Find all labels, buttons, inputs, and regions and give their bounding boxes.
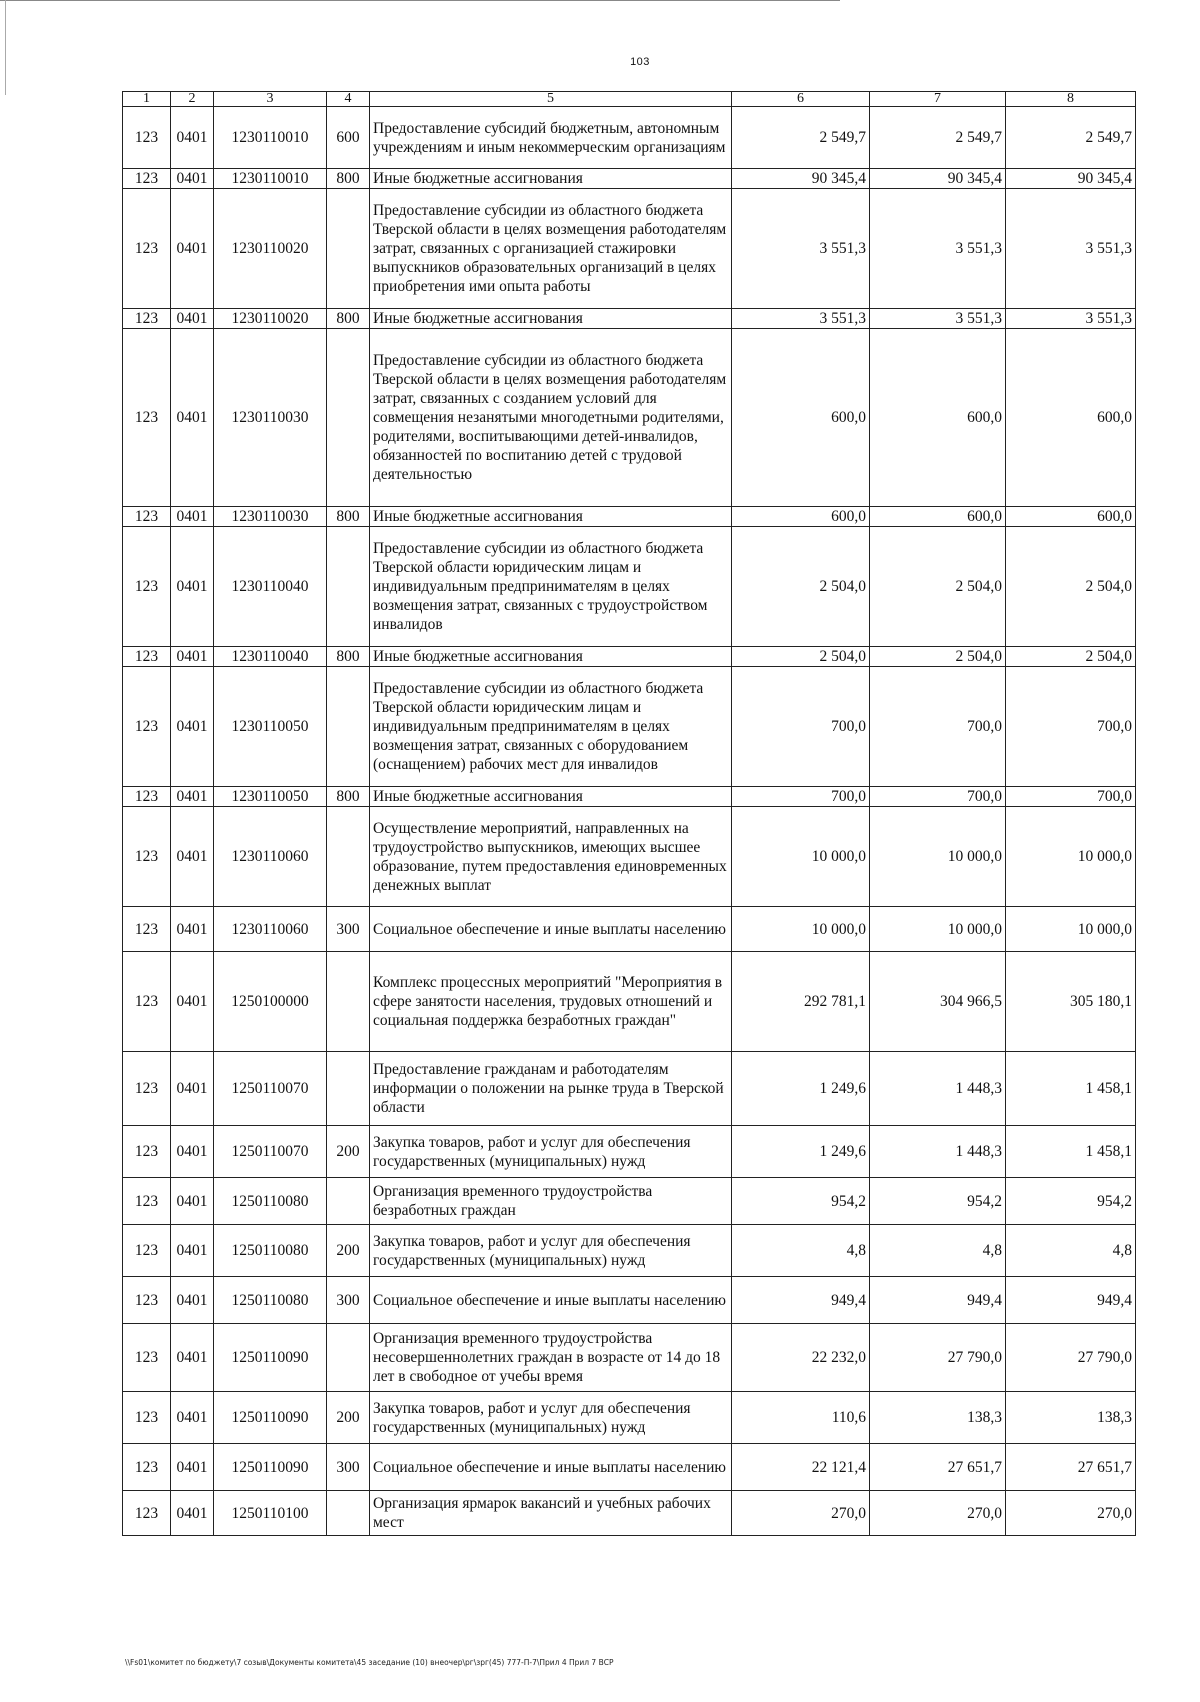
row-code-2: 0401: [171, 907, 214, 952]
row-code-3: 1230110060: [214, 907, 327, 952]
file-path-footer: \\Fs01\комитет по бюджету\7 созыв\Документы комитета\45 заседание (10) внеочер\рг\зрг(45) 777-П-7\Прил 4 Прил 7 ВСР: [125, 1658, 614, 1667]
table-row: [123, 107, 1136, 169]
col-header-2: 2: [171, 92, 214, 107]
row-value-6: 270,0: [732, 1491, 870, 1536]
row-code-2: 0401: [171, 1178, 214, 1225]
row-value-7: 1 448,3: [870, 1126, 1006, 1178]
row-value-7: 700,0: [870, 667, 1006, 787]
table-row: [123, 309, 1136, 329]
row-description: Комплекс процессных мероприятий "Мероприятия в сфере занятости населения, трудовых отношений и социальная поддержка безработных граждан": [370, 952, 732, 1052]
row-description: Иные бюджетные ассигнования: [370, 647, 732, 667]
row-code-3: 1230110030: [214, 507, 327, 527]
row-code-4: 600: [327, 107, 370, 169]
row-value-6: 949,4: [732, 1277, 870, 1324]
row-code-1: 123: [123, 667, 171, 787]
row-value-8: 10 000,0: [1006, 807, 1136, 907]
row-value-6: 110,6: [732, 1392, 870, 1444]
row-value-6: 292 781,1: [732, 952, 870, 1052]
row-code-2: 0401: [171, 807, 214, 907]
row-code-2: 0401: [171, 1277, 214, 1324]
row-code-2: 0401: [171, 527, 214, 647]
table-row: [123, 1444, 1136, 1491]
row-code-2: 0401: [171, 189, 214, 309]
row-code-1: 123: [123, 1324, 171, 1392]
row-value-7: 10 000,0: [870, 907, 1006, 952]
table-row: [123, 1052, 1136, 1126]
row-code-4: [327, 1491, 370, 1536]
row-code-3: 1250110070: [214, 1126, 327, 1178]
row-code-1: 123: [123, 107, 171, 169]
row-description: Социальное обеспечение и иные выплаты населению: [370, 1444, 732, 1491]
row-value-8: 700,0: [1006, 667, 1136, 787]
header-row: [123, 92, 1136, 107]
row-value-7: 3 551,3: [870, 189, 1006, 309]
row-code-1: 123: [123, 907, 171, 952]
table-row: [123, 787, 1136, 807]
row-description: Закупка товаров, работ и услуг для обеспечения государственных (муниципальных) нужд: [370, 1126, 732, 1178]
table-row: [123, 952, 1136, 1052]
table-row: [123, 807, 1136, 907]
row-code-1: 123: [123, 527, 171, 647]
row-code-1: 123: [123, 787, 171, 807]
row-code-1: 123: [123, 1052, 171, 1126]
row-code-2: 0401: [171, 1392, 214, 1444]
row-code-4: [327, 329, 370, 507]
row-description: Предоставление субсидии из областного бюджета Тверской области в целях возмещения работодателям затрат, связанных с созданием условий для совмещения незанятыми многодетными родителями, родителями, воспитывающими детей-инвалидов, обязанностей по воспитанию детей с трудовой деятельностью: [370, 329, 732, 507]
row-description: Социальное обеспечение и иные выплаты населению: [370, 907, 732, 952]
row-value-7: 304 966,5: [870, 952, 1006, 1052]
row-value-6: 954,2: [732, 1178, 870, 1225]
row-code-1: 123: [123, 309, 171, 329]
col-header-6: 6: [732, 92, 870, 107]
row-value-8: 1 458,1: [1006, 1126, 1136, 1178]
row-code-3: 1250110080: [214, 1178, 327, 1225]
row-value-7: 138,3: [870, 1392, 1006, 1444]
row-value-7: 4,8: [870, 1225, 1006, 1277]
row-code-3: 1230110050: [214, 787, 327, 807]
row-code-3: 1250110090: [214, 1444, 327, 1491]
col-header-1: 1: [123, 92, 171, 107]
row-description: Иные бюджетные ассигнования: [370, 309, 732, 329]
row-value-8: 3 551,3: [1006, 309, 1136, 329]
table-row: [123, 1491, 1136, 1536]
table-row: [123, 907, 1136, 952]
row-code-3: 1250100000: [214, 952, 327, 1052]
row-code-4: 800: [327, 787, 370, 807]
table-row: [123, 329, 1136, 507]
row-value-8: 2 549,7: [1006, 107, 1136, 169]
row-code-3: 1250110100: [214, 1491, 327, 1536]
row-code-4: [327, 189, 370, 309]
table-row: [123, 1178, 1136, 1225]
row-value-8: 2 504,0: [1006, 527, 1136, 647]
col-header-5: 5: [370, 92, 732, 107]
row-value-7: 27 651,7: [870, 1444, 1006, 1491]
row-code-4: [327, 807, 370, 907]
row-code-2: 0401: [171, 107, 214, 169]
table-row: [123, 647, 1136, 667]
row-code-4: 200: [327, 1126, 370, 1178]
row-code-3: 1230110040: [214, 527, 327, 647]
row-value-8: 2 504,0: [1006, 647, 1136, 667]
row-code-1: 123: [123, 169, 171, 189]
row-code-3: 1230110010: [214, 169, 327, 189]
row-code-1: 123: [123, 1178, 171, 1225]
row-value-8: 700,0: [1006, 787, 1136, 807]
table-row: [123, 667, 1136, 787]
row-description: Организация временного трудоустройства несовершеннолетних граждан в возрасте от 14 до 18 лет в свободное от учебы время: [370, 1324, 732, 1392]
row-value-7: 600,0: [870, 329, 1006, 507]
row-value-8: 305 180,1: [1006, 952, 1136, 1052]
row-code-2: 0401: [171, 1444, 214, 1491]
row-description: Иные бюджетные ассигнования: [370, 507, 732, 527]
row-code-4: 300: [327, 1277, 370, 1324]
col-header-7: 7: [870, 92, 1006, 107]
table-row: [123, 507, 1136, 527]
row-value-8: 3 551,3: [1006, 189, 1136, 309]
row-value-8: 600,0: [1006, 329, 1136, 507]
table-row: [123, 169, 1136, 189]
row-value-7: 949,4: [870, 1277, 1006, 1324]
row-code-4: [327, 667, 370, 787]
row-description: Закупка товаров, работ и услуг для обеспечения государственных (муниципальных) нужд: [370, 1392, 732, 1444]
row-code-1: 123: [123, 329, 171, 507]
row-value-7: 270,0: [870, 1491, 1006, 1536]
row-code-3: 1250110090: [214, 1324, 327, 1392]
row-value-6: 22 121,4: [732, 1444, 870, 1491]
row-description: Организация ярмарок вакансий и учебных рабочих мест: [370, 1491, 732, 1536]
row-description: Предоставление субсидии из областного бюджета Тверской области юридическим лицам и индивидуальным предпринимателям в целях возмещения затрат, связанных с трудоустройством инвалидов: [370, 527, 732, 647]
row-value-6: 2 504,0: [732, 527, 870, 647]
row-value-8: 138,3: [1006, 1392, 1136, 1444]
row-value-7: 954,2: [870, 1178, 1006, 1225]
row-code-3: 1230110020: [214, 189, 327, 309]
row-code-2: 0401: [171, 309, 214, 329]
row-description: Закупка товаров, работ и услуг для обеспечения государственных (муниципальных) нужд: [370, 1225, 732, 1277]
row-description: Предоставление субсидии из областного бюджета Тверской области юридическим лицам и индивидуальным предпринимателям в целях возмещения затрат, связанных с оборудованием (оснащением) рабочих мест для инвалидов: [370, 667, 732, 787]
row-value-7: 27 790,0: [870, 1324, 1006, 1392]
row-code-1: 123: [123, 647, 171, 667]
row-code-1: 123: [123, 952, 171, 1052]
row-description: Осуществление мероприятий, направленных на трудоустройство выпускников, имеющих высшее образование, путем предоставления единовременных денежных выплат: [370, 807, 732, 907]
row-code-1: 123: [123, 1126, 171, 1178]
table-row: [123, 1277, 1136, 1324]
row-code-4: [327, 1178, 370, 1225]
row-code-2: 0401: [171, 787, 214, 807]
row-value-7: 2 549,7: [870, 107, 1006, 169]
row-value-8: 90 345,4: [1006, 169, 1136, 189]
row-code-4: 800: [327, 647, 370, 667]
row-code-3: 1230110060: [214, 807, 327, 907]
row-value-8: 27 651,7: [1006, 1444, 1136, 1491]
row-code-2: 0401: [171, 647, 214, 667]
row-description: Предоставление гражданам и работодателям информации о положении на рынке труда в Тверской области: [370, 1052, 732, 1126]
row-value-6: 10 000,0: [732, 807, 870, 907]
row-value-7: 90 345,4: [870, 169, 1006, 189]
table-row: [123, 1126, 1136, 1178]
table-row: [123, 1392, 1136, 1444]
row-code-2: 0401: [171, 1324, 214, 1392]
row-value-8: 949,4: [1006, 1277, 1136, 1324]
page-number: 103: [630, 56, 650, 68]
row-value-8: 1 458,1: [1006, 1052, 1136, 1126]
row-value-6: 1 249,6: [732, 1052, 870, 1126]
row-code-3: 1230110020: [214, 309, 327, 329]
row-value-7: 3 551,3: [870, 309, 1006, 329]
row-code-2: 0401: [171, 1491, 214, 1536]
row-value-8: 600,0: [1006, 507, 1136, 527]
row-code-3: 1230110040: [214, 647, 327, 667]
row-value-6: 22 232,0: [732, 1324, 870, 1392]
row-value-6: 1 249,6: [732, 1126, 870, 1178]
row-value-6: 3 551,3: [732, 189, 870, 309]
row-code-4: 200: [327, 1225, 370, 1277]
row-code-3: 1250110090: [214, 1392, 327, 1444]
row-code-1: 123: [123, 189, 171, 309]
row-code-1: 123: [123, 1277, 171, 1324]
budget-table: [122, 91, 1136, 1536]
row-value-6: 4,8: [732, 1225, 870, 1277]
row-value-6: 600,0: [732, 507, 870, 527]
table-row: [123, 1225, 1136, 1277]
row-description: Предоставление субсидии из областного бюджета Тверской области в целях возмещения работодателям затрат, связанных с организацией стажировки выпускников образовательных организаций в целях приобретения ими опыта работы: [370, 189, 732, 309]
row-code-1: 123: [123, 1392, 171, 1444]
row-value-8: 10 000,0: [1006, 907, 1136, 952]
row-code-1: 123: [123, 1444, 171, 1491]
row-value-6: 600,0: [732, 329, 870, 507]
row-code-3: 1250110070: [214, 1052, 327, 1126]
row-value-6: 90 345,4: [732, 169, 870, 189]
row-description: Предоставление субсидий бюджетным, автономным учреждениям и иным некоммерческим организациям: [370, 107, 732, 169]
row-value-6: 700,0: [732, 787, 870, 807]
row-code-2: 0401: [171, 507, 214, 527]
row-value-6: 700,0: [732, 667, 870, 787]
row-code-4: 300: [327, 1444, 370, 1491]
row-value-6: 10 000,0: [732, 907, 870, 952]
row-code-1: 123: [123, 507, 171, 527]
row-value-7: 10 000,0: [870, 807, 1006, 907]
row-code-2: 0401: [171, 952, 214, 1052]
row-code-3: 1230110010: [214, 107, 327, 169]
row-code-4: [327, 1052, 370, 1126]
row-code-4: 800: [327, 309, 370, 329]
row-code-2: 0401: [171, 667, 214, 787]
row-code-2: 0401: [171, 329, 214, 507]
col-header-3: 3: [214, 92, 327, 107]
row-description: Иные бюджетные ассигнования: [370, 787, 732, 807]
row-code-2: 0401: [171, 169, 214, 189]
row-description: Иные бюджетные ассигнования: [370, 169, 732, 189]
row-code-2: 0401: [171, 1225, 214, 1277]
row-code-4: 200: [327, 1392, 370, 1444]
row-value-7: 700,0: [870, 787, 1006, 807]
row-code-3: 1250110080: [214, 1225, 327, 1277]
row-value-6: 2 504,0: [732, 647, 870, 667]
row-value-7: 2 504,0: [870, 527, 1006, 647]
row-value-8: 27 790,0: [1006, 1324, 1136, 1392]
table-row: [123, 527, 1136, 647]
row-code-1: 123: [123, 1225, 171, 1277]
row-code-1: 123: [123, 1491, 171, 1536]
row-description: Социальное обеспечение и иные выплаты населению: [370, 1277, 732, 1324]
row-value-8: 4,8: [1006, 1225, 1136, 1277]
row-code-4: [327, 527, 370, 647]
col-header-4: 4: [327, 92, 370, 107]
row-code-2: 0401: [171, 1126, 214, 1178]
row-code-4: 300: [327, 907, 370, 952]
row-code-4: 800: [327, 169, 370, 189]
table-row: [123, 1324, 1136, 1392]
table-row: [123, 189, 1136, 309]
row-code-2: 0401: [171, 1052, 214, 1126]
row-code-3: 1230110030: [214, 329, 327, 507]
row-code-1: 123: [123, 807, 171, 907]
row-value-6: 2 549,7: [732, 107, 870, 169]
row-value-8: 954,2: [1006, 1178, 1136, 1225]
row-code-3: 1250110080: [214, 1277, 327, 1324]
row-code-4: 800: [327, 507, 370, 527]
row-code-4: [327, 952, 370, 1052]
row-value-7: 600,0: [870, 507, 1006, 527]
row-code-3: 1230110050: [214, 667, 327, 787]
row-value-6: 3 551,3: [732, 309, 870, 329]
row-value-7: 2 504,0: [870, 647, 1006, 667]
row-value-7: 1 448,3: [870, 1052, 1006, 1126]
col-header-8: 8: [1006, 92, 1136, 107]
row-code-4: [327, 1324, 370, 1392]
row-description: Организация временного трудоустройства безработных граждан: [370, 1178, 732, 1225]
row-value-8: 270,0: [1006, 1491, 1136, 1536]
